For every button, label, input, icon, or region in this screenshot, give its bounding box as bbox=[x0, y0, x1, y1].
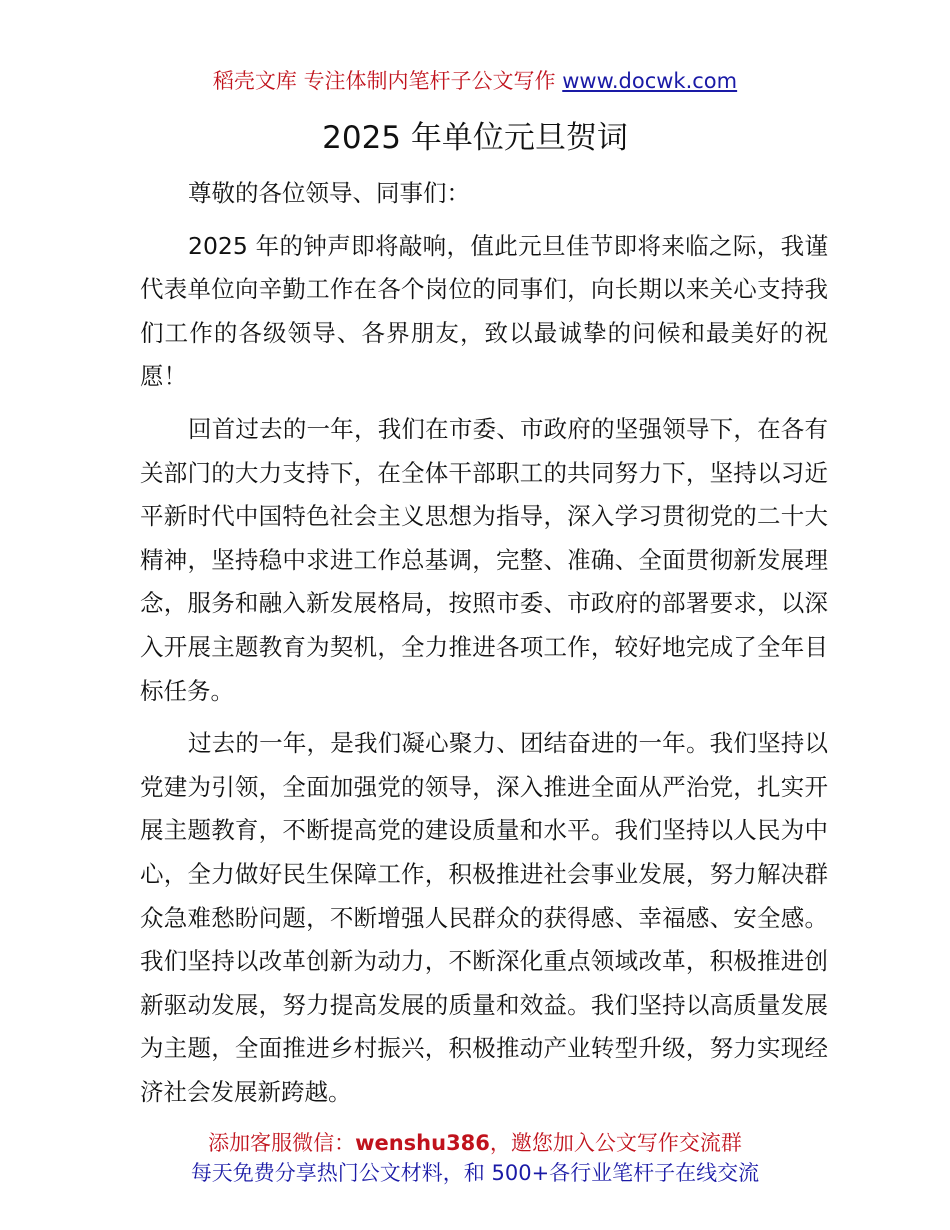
website-link[interactable]: www.docwk.com bbox=[562, 69, 738, 93]
footer-suffix: ，邀您加入公文写作交流群 bbox=[489, 1131, 742, 1155]
greeting: 尊敬的各位领导、同事们： bbox=[188, 179, 470, 207]
paragraph-1: 2025 年的钟声即将敲响，值此元旦佳节即将来临之际，我谨代表单位向辛勤工作在各个岗位的同事们，向长期以来关心支持我们工作的各级领导、各界朋友，致以最诚挚的问候和最美好的祝愿！ bbox=[140, 231, 828, 391]
footer-promo-line: 每天免费分享热门公文材料，和 500+各行业笔杆子在线交流 bbox=[190, 1161, 760, 1185]
brand-name: 稻壳文库 bbox=[212, 69, 297, 93]
document-body bbox=[140, 172, 828, 1123]
footer-contact-line bbox=[0, 1128, 950, 1158]
wechat-id: wenshu386 bbox=[355, 1131, 490, 1155]
page-header bbox=[0, 66, 950, 96]
paragraph-2: 回首过去的一年，我们在市委、市政府的坚强领导下，在各有关部门的大力支持下，在全体干部职工的共同努力下，坚持以习近平新时代中国特色社会主义思想为指导，深入学习贯彻党的二十大精神，坚持稳中求进工作总基调，完整、准确、全面贯彻新发展理念，服务和融入新发展格局，按照市委、市政府的部署要求，以深入开展主题教育为契机，全力推进各项工作，较好地完成了全年目标任务。 bbox=[140, 414, 828, 705]
paragraph-3: 过去的一年，是我们凝心聚力、团结奋进的一年。我们坚持以党建为引领，全面加强党的领导，深入推进全面从严治党，扎实开展主题教育，不断提高党的建设质量和水平。我们坚持以人民为中心，全力做好民生保障工作，积极推进社会事业发展，努力解决群众急难愁盼问题，不断增强人民群众的获得感、幸福感、安全感。我们坚持以改革创新为动力，不断深化重点领域改革，积极推进创新驱动发展，努力提高发展的质量和效益。我们坚持以高质量发展为主题，全面推进乡村振兴，积极推动产业转型升级，努力实现经济社会发展新跨越。 bbox=[140, 729, 828, 1106]
footer-prefix: 添加客服微信： bbox=[208, 1131, 356, 1155]
document-title: 2025 年单位元旦贺词 bbox=[322, 120, 628, 156]
page-footer bbox=[0, 1128, 950, 1188]
brand-slogan: 专注体制内笔杆子公文写作 bbox=[303, 69, 556, 93]
